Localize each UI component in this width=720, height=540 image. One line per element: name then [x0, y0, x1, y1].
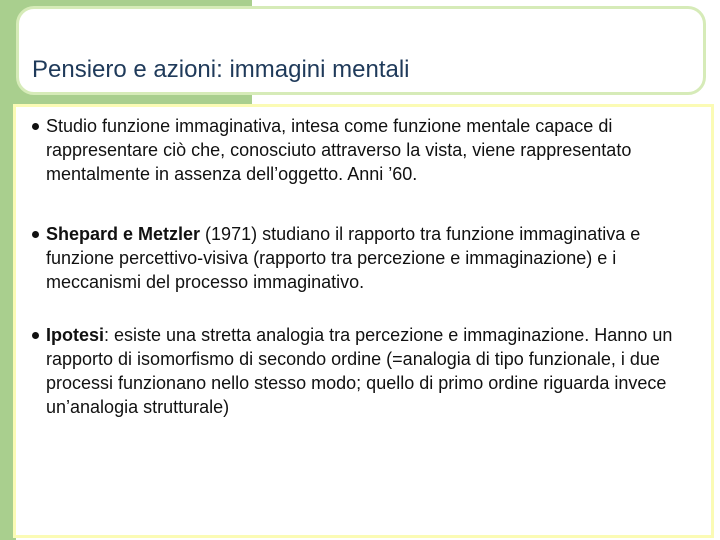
bullet-dot-icon: [32, 332, 39, 339]
bullet-dot-icon: [32, 231, 39, 238]
bullet-body: Studio funzione immaginativa, intesa come funzione mentale capace di rappresentare ciò che, conosciuto attraverso la vista, viene rappresentato mentalmente in assenza dell’oggetto. Anni ’60.: [46, 116, 632, 184]
bullet-text: [46, 114, 692, 186]
bullet-body: (1971) studiano il rapporto tra funzione immaginativa e funzione percettivo-visiva (rapporto tra percezione e immaginazione) e i meccanismi del processo immaginativo.: [46, 224, 641, 292]
bullet-text: [46, 222, 692, 294]
bullet-text: [46, 323, 692, 419]
slide-title: Pensiero e azioni: immagini mentali: [32, 56, 410, 83]
bullet-lead: Shepard e Metzler: [46, 224, 201, 244]
bullet-dot-icon: [32, 123, 39, 130]
bullet-body: : esiste una stretta analogia tra percezione e immaginazione. Hanno un rapporto di isomorfismo di secondo ordine (=analogia di tipo funzionale, i due processi funzionano nello stesso modo; quello di primo ordine riguarda invece un’analogia strutturale): [46, 325, 673, 417]
bullet-lead: Ipotesi: [46, 325, 105, 345]
